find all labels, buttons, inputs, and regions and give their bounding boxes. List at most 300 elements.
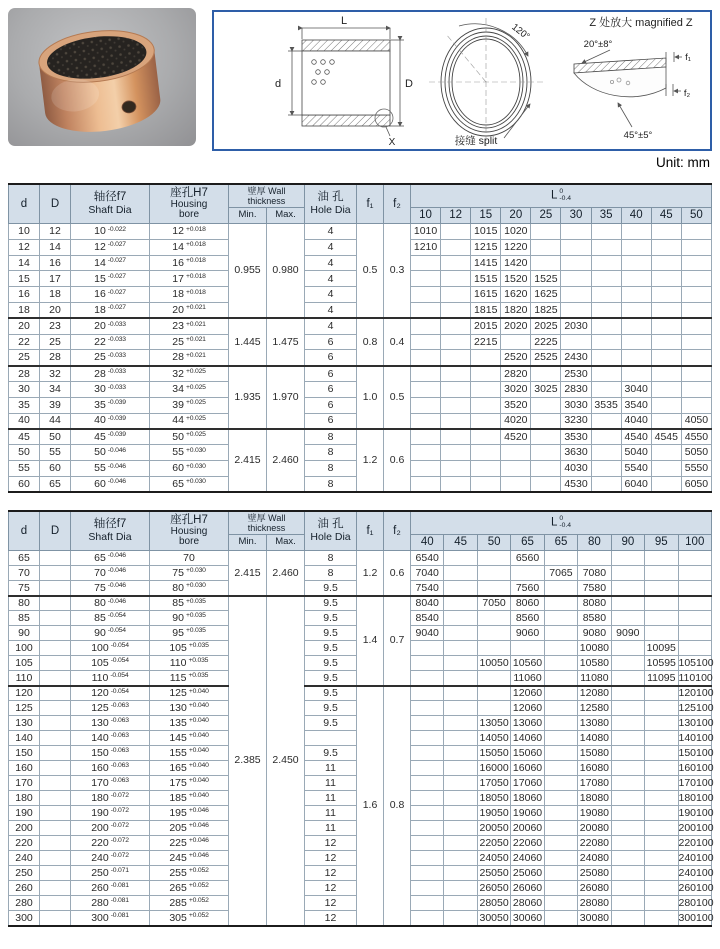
part-number-cell <box>544 686 577 701</box>
part-number-cell: 17080 <box>578 776 611 791</box>
part-number-cell <box>591 255 621 271</box>
part-number-cell <box>411 641 444 656</box>
d-cell: 55 <box>9 460 40 476</box>
part-number-cell: 12580 <box>578 701 611 716</box>
part-number-cell: 1825 <box>531 303 561 319</box>
col-header-bore: 座孔H7 Housing bore <box>150 184 229 224</box>
D-cell <box>40 611 71 626</box>
part-number-cell: 1620 <box>501 287 531 303</box>
part-number-cell: 5050 <box>681 445 711 461</box>
D-cell <box>40 656 71 671</box>
D-cell: 39 <box>40 397 71 413</box>
l-col-header-7: 95 <box>645 535 678 551</box>
part-number-cell <box>651 224 681 240</box>
housing-bore-cell: 80 $^{+0.030}$ <box>150 581 229 596</box>
part-number-cell: 2015 <box>471 318 501 334</box>
d-cell: 28 <box>9 366 40 382</box>
shaft-dia-cell: 220 $^{-0.072}$ <box>71 836 150 851</box>
part-number-cell <box>621 271 651 287</box>
part-number-cell <box>411 382 441 398</box>
part-number-cell <box>477 566 510 581</box>
part-number-cell <box>621 334 651 350</box>
part-number-cell <box>411 911 444 926</box>
l-col-header-3: 20 <box>501 208 531 224</box>
table-header <box>9 511 712 551</box>
part-number-cell: 20060 <box>511 821 544 836</box>
part-number-cell <box>544 581 577 596</box>
part-number-cell <box>477 581 510 596</box>
hole-dia-cell: 11 <box>305 821 357 836</box>
housing-bore-cell: 95 $^{+0.035}$ <box>150 626 229 641</box>
D-cell <box>40 761 71 776</box>
l-col-header-5: 30 <box>561 208 591 224</box>
shaft-dia-cell: 30 $^{-0.033}$ <box>71 382 150 398</box>
shaft-dia-cell: 240 $^{-0.072}$ <box>71 851 150 866</box>
part-number-cell: 20080 <box>578 821 611 836</box>
part-number-cell <box>611 611 644 626</box>
spec-table-small-sizes <box>8 183 712 493</box>
D-cell: 28 <box>40 350 71 366</box>
col-header-f2: f₂ <box>384 184 411 224</box>
part-number-cell: 14050 <box>477 731 510 746</box>
part-number-cell <box>444 611 477 626</box>
part-number-cell <box>444 551 477 566</box>
spec-row <box>9 224 712 240</box>
col-header-wall: 壁厚 Wall thickness <box>229 511 305 535</box>
part-number-cell <box>411 334 441 350</box>
d-cell: 20 <box>9 318 40 334</box>
part-number-cell <box>645 701 678 716</box>
col-header-f1: f₁ <box>357 511 384 551</box>
part-number-cell <box>544 671 577 686</box>
D-cell <box>40 821 71 836</box>
housing-bore-cell: 305 $^{+0.052}$ <box>150 911 229 926</box>
part-number-cell: 8580 <box>578 611 611 626</box>
part-number-cell: 9040 <box>411 626 444 641</box>
part-number-cell <box>411 350 441 366</box>
part-number-cell <box>477 701 510 716</box>
shaft-dia-cell: 130 $^{-0.063}$ <box>71 716 150 731</box>
part-number-cell <box>651 445 681 461</box>
part-number-cell: 240100 <box>678 866 714 879</box>
part-number-cell: 15050 <box>477 746 510 761</box>
part-number-cell <box>441 476 471 492</box>
part-number-cell: 280100 <box>678 896 714 909</box>
part-number-cell <box>444 881 477 896</box>
l-col-header-0: 10 <box>411 208 441 224</box>
part-number-cell <box>544 911 577 926</box>
part-number-cell: 3040 <box>621 382 651 398</box>
D-cell <box>40 746 71 761</box>
part-number-cell <box>411 303 441 319</box>
wall-max-cell: 2.450 <box>267 596 305 926</box>
split-leader <box>504 104 530 138</box>
hole-dia-cell: 12 <box>305 911 357 926</box>
part-number-cell <box>611 671 644 686</box>
f1-label: f₁ <box>685 52 691 63</box>
d-cell: 180 <box>9 791 40 806</box>
part-number-cell: 1220 <box>501 239 531 255</box>
part-number-cell <box>531 397 561 413</box>
shaft-dia-cell: 280 $^{-0.081}$ <box>71 896 150 911</box>
hole-dia-cell: 6 <box>305 334 357 350</box>
part-number-cell: 1615 <box>471 287 501 303</box>
part-number-cell <box>531 460 561 476</box>
part-number-cell <box>651 287 681 303</box>
part-number-cell <box>621 224 651 240</box>
d-cell: 35 <box>9 397 40 413</box>
part-number-cell: 1625 <box>531 287 561 303</box>
col-header-shaft: 轴径f7 Shaft Dia <box>71 184 150 224</box>
col-header-min: Min. <box>229 208 267 224</box>
shaft-dia-cell: 125 $^{-0.063}$ <box>71 701 150 716</box>
part-number-cell <box>621 350 651 366</box>
D-cell <box>40 866 71 881</box>
part-number-cell <box>611 776 644 791</box>
product-photo-panel <box>8 8 196 146</box>
part-number-cell <box>591 350 621 366</box>
part-number-cell: 2520 <box>501 350 531 366</box>
part-number-cell <box>651 239 681 255</box>
d-cell: 14 <box>9 255 40 271</box>
part-number-cell <box>441 287 471 303</box>
part-number-cell <box>544 836 577 851</box>
f1-cell: 1.6 <box>357 686 384 926</box>
part-number-cell <box>611 881 644 896</box>
part-number-cell <box>544 746 577 761</box>
housing-bore-cell: 44 $^{+0.025}$ <box>150 413 229 429</box>
hole-dia-cell: 12 <box>305 851 357 866</box>
part-number-cell <box>611 701 644 716</box>
part-number-cell <box>544 851 577 866</box>
d-cell: 280 <box>9 896 40 911</box>
part-number-cell: 11080 <box>578 671 611 686</box>
d-cell: 130 <box>9 716 40 731</box>
shaft-dia-cell: 85 $^{-0.054}$ <box>71 611 150 626</box>
part-number-cell: 9090 <box>611 626 644 641</box>
part-number-cell <box>444 656 477 671</box>
part-number-cell: 8080 <box>578 596 611 611</box>
hole-dia-cell: 8 <box>305 476 357 492</box>
part-number-cell <box>621 255 651 271</box>
spec-table-large-sizes <box>8 510 712 927</box>
part-number-cell <box>411 731 444 746</box>
part-number-cell <box>544 761 577 776</box>
part-number-cell <box>591 413 621 429</box>
shaft-dia-cell: 75 $^{-0.046}$ <box>71 581 150 596</box>
part-number-cell: 1815 <box>471 303 501 319</box>
part-number-cell <box>544 776 577 791</box>
housing-bore-cell: 205 $^{+0.046}$ <box>150 821 229 836</box>
col-header-d: d <box>9 511 40 551</box>
part-number-cell: 1420 <box>501 255 531 271</box>
part-number-cell: 2215 <box>471 334 501 350</box>
part-number-cell <box>444 641 477 656</box>
part-number-cell <box>411 821 444 836</box>
part-number-cell <box>611 761 644 776</box>
D-cell <box>40 776 71 791</box>
shaft-dia-cell: 50 $^{-0.046}$ <box>71 445 150 461</box>
d-cell: 85 <box>9 611 40 626</box>
part-number-cell <box>444 836 477 851</box>
hole-dia-cell: 9.5 <box>305 581 357 596</box>
part-number-cell <box>544 806 577 821</box>
part-number-cell <box>441 460 471 476</box>
housing-bore-cell: 265 $^{+0.052}$ <box>150 881 229 896</box>
d-cell: 250 <box>9 866 40 881</box>
part-number-cell <box>681 382 711 398</box>
part-number-cell: 28050 <box>477 896 510 911</box>
part-number-cell <box>651 476 681 492</box>
part-number-cell <box>501 445 531 461</box>
part-number-cell <box>411 287 441 303</box>
hole-dia-cell: 9.5 <box>305 701 357 716</box>
housing-bore-cell: 255 $^{+0.052}$ <box>150 866 229 881</box>
part-number-cell <box>531 429 561 445</box>
col-header-d: d <box>9 184 40 224</box>
part-number-cell <box>444 671 477 686</box>
part-number-cell <box>678 551 712 566</box>
housing-bore-cell: 17 $^{+0.018}$ <box>150 271 229 287</box>
part-number-cell <box>544 791 577 806</box>
d-cell: 15 <box>9 271 40 287</box>
part-number-cell <box>645 881 678 896</box>
part-number-cell <box>501 460 531 476</box>
part-number-cell <box>645 581 678 596</box>
part-number-cell: 260100 <box>678 881 714 894</box>
part-number-cell: 6560 <box>511 551 544 566</box>
d-cell: 150 <box>9 746 40 761</box>
D-cell: 25 <box>40 334 71 350</box>
part-number-cell <box>444 911 477 926</box>
part-number-cell <box>441 429 471 445</box>
D-cell: 20 <box>40 303 71 319</box>
D-cell: 17 <box>40 271 71 287</box>
part-number-cell: 5540 <box>621 460 651 476</box>
part-number-cell <box>611 716 644 731</box>
part-number-cell: 12060 <box>511 701 544 716</box>
housing-bore-cell: 14 $^{+0.018}$ <box>150 239 229 255</box>
f2-label: f₂ <box>683 88 691 99</box>
part-number-cell: 1010 <box>411 224 441 240</box>
part-number-cell: 160100 <box>678 761 714 774</box>
col-header-D: D <box>40 184 71 224</box>
detail-x-label: X <box>388 137 396 148</box>
hole-dia-cell: 9.5 <box>305 656 357 671</box>
part-number-cell <box>621 318 651 334</box>
part-number-cell <box>611 911 644 926</box>
part-number-cell <box>651 460 681 476</box>
part-number-cell <box>591 318 621 334</box>
shaft-dia-cell: 160 $^{-0.063}$ <box>71 761 150 776</box>
D-cell <box>40 851 71 866</box>
part-number-cell <box>578 551 611 566</box>
housing-bore-cell: 12 $^{+0.018}$ <box>150 224 229 240</box>
part-number-cell: 2430 <box>561 350 591 366</box>
part-number-cell: 22080 <box>578 836 611 851</box>
part-number-cell <box>411 806 444 821</box>
housing-bore-cell: 85 $^{+0.035}$ <box>150 596 229 611</box>
part-number-cell: 4030 <box>561 460 591 476</box>
dim-L-label: L <box>340 15 348 27</box>
d-cell: 170 <box>9 776 40 791</box>
housing-bore-cell: 110 $^{+0.035}$ <box>150 656 229 671</box>
part-number-cell <box>645 821 678 836</box>
part-number-cell <box>591 445 621 461</box>
part-number-cell <box>681 303 711 319</box>
part-number-cell: 180100 <box>678 791 714 804</box>
housing-bore-cell: 18 $^{+0.018}$ <box>150 287 229 303</box>
end-angle-label: 45°±5° <box>623 130 653 141</box>
col-header-wall: 壁厚 Wall thickness <box>229 184 305 208</box>
part-number-cell <box>678 626 712 641</box>
part-number-cell <box>444 866 477 881</box>
hole-dia-cell: 8 <box>305 551 357 566</box>
l-col-header-8: 100 <box>678 535 712 551</box>
hole-dia-cell: 9.5 <box>305 716 357 731</box>
wall-min-cell: 2.415 <box>229 551 267 596</box>
part-number-cell: 5550 <box>681 460 711 476</box>
part-number-cell: 26060 <box>511 881 544 896</box>
part-number-cell <box>411 271 441 287</box>
housing-bore-cell: 155 $^{+0.040}$ <box>150 746 229 761</box>
part-number-cell: 110100 <box>678 671 713 684</box>
hole-dia-cell: 9.5 <box>305 611 357 626</box>
part-number-cell <box>645 791 678 806</box>
housing-bore-cell: 32 $^{+0.025}$ <box>150 366 229 382</box>
part-number-cell <box>531 413 561 429</box>
part-number-cell: 8540 <box>411 611 444 626</box>
shaft-dia-cell: 40 $^{-0.039}$ <box>71 413 150 429</box>
housing-bore-cell: 20 $^{+0.021}$ <box>150 303 229 319</box>
part-number-cell <box>444 701 477 716</box>
part-number-cell: 125100 <box>678 701 714 714</box>
housing-bore-cell: 245 $^{+0.046}$ <box>150 851 229 866</box>
part-number-cell <box>471 460 501 476</box>
part-number-cell: 7050 <box>477 596 510 611</box>
part-number-cell <box>611 566 644 581</box>
part-number-cell: 7540 <box>411 581 444 596</box>
part-number-cell <box>471 350 501 366</box>
d-cell: 240 <box>9 851 40 866</box>
part-number-cell <box>645 896 678 911</box>
part-number-cell <box>441 271 471 287</box>
wall-max-cell: 2.460 <box>267 551 305 596</box>
D-cell <box>40 836 71 851</box>
D-cell <box>40 701 71 716</box>
hole-dia-cell: 4 <box>305 255 357 271</box>
part-number-cell: 1820 <box>501 303 531 319</box>
part-number-cell: 1210 <box>411 239 441 255</box>
part-number-cell: 150100 <box>678 746 714 759</box>
f2-cell: 0.3 <box>384 224 411 319</box>
part-number-cell <box>651 303 681 319</box>
part-number-cell: 8060 <box>511 596 544 611</box>
D-cell: 32 <box>40 366 71 382</box>
part-number-cell: 25080 <box>578 866 611 881</box>
spec-row <box>9 596 712 611</box>
part-number-cell: 15080 <box>578 746 611 761</box>
D-cell: 44 <box>40 413 71 429</box>
col-header-bore: 座孔H7 Housing bore <box>150 511 229 551</box>
part-number-cell <box>681 271 711 287</box>
part-number-cell: 2025 <box>531 318 561 334</box>
D-cell <box>40 896 71 911</box>
part-number-cell <box>441 303 471 319</box>
D-cell <box>40 911 71 926</box>
l-col-header-8: 45 <box>651 208 681 224</box>
part-number-cell: 24080 <box>578 851 611 866</box>
hole-dia-cell: 12 <box>305 896 357 911</box>
part-number-cell <box>444 566 477 581</box>
col-header-L: L 0 -0.4 <box>411 184 712 208</box>
part-number-cell <box>611 641 644 656</box>
D-cell <box>40 806 71 821</box>
D-cell <box>40 626 71 641</box>
part-number-cell <box>651 318 681 334</box>
part-number-cell: 4545 <box>651 429 681 445</box>
part-number-cell <box>441 334 471 350</box>
part-number-cell: 24050 <box>477 851 510 866</box>
D-cell: 23 <box>40 318 71 334</box>
part-number-cell <box>611 686 644 701</box>
l-col-header-5: 80 <box>578 535 611 551</box>
part-number-cell <box>621 239 651 255</box>
part-number-cell <box>531 366 561 382</box>
d-cell: 260 <box>9 881 40 896</box>
shaft-dia-cell: 150 $^{-0.063}$ <box>71 746 150 761</box>
shaft-dia-cell: 16 $^{-0.027}$ <box>71 287 150 303</box>
hole-dia-cell: 4 <box>305 271 357 287</box>
part-number-cell: 105100 <box>678 656 714 669</box>
part-number-cell: 1515 <box>471 271 501 287</box>
part-number-cell: 220100 <box>678 836 714 849</box>
d-cell: 12 <box>9 239 40 255</box>
D-cell: 65 <box>40 476 71 492</box>
dim-d-label: d <box>274 78 282 90</box>
part-number-cell <box>651 271 681 287</box>
part-number-cell <box>611 746 644 761</box>
part-number-cell: 17060 <box>511 776 544 791</box>
part-number-cell <box>544 551 577 566</box>
col-header-min: Min. <box>229 535 267 551</box>
part-number-cell: 12080 <box>578 686 611 701</box>
part-number-cell <box>681 366 711 382</box>
hole-dia-cell: 8 <box>305 460 357 476</box>
part-number-cell <box>645 911 678 926</box>
part-number-cell: 1020 <box>501 224 531 240</box>
part-number-cell <box>411 746 444 761</box>
d-cell: 300 <box>9 911 40 926</box>
part-number-cell <box>611 731 644 746</box>
part-number-cell <box>411 460 441 476</box>
part-number-cell <box>611 806 644 821</box>
part-number-cell: 4040 <box>621 413 651 429</box>
housing-bore-cell: 25 $^{+0.021}$ <box>150 334 229 350</box>
part-number-cell <box>531 445 561 461</box>
part-number-cell <box>591 334 621 350</box>
part-number-cell <box>441 445 471 461</box>
part-number-cell: 14060 <box>511 731 544 746</box>
part-number-cell <box>471 445 501 461</box>
part-number-cell <box>591 303 621 319</box>
part-number-cell <box>544 716 577 731</box>
part-number-cell <box>444 896 477 911</box>
part-number-cell: 2525 <box>531 350 561 366</box>
part-number-cell: 4540 <box>621 429 651 445</box>
part-number-cell: 190100 <box>678 806 714 819</box>
part-number-cell: 18050 <box>477 791 510 806</box>
